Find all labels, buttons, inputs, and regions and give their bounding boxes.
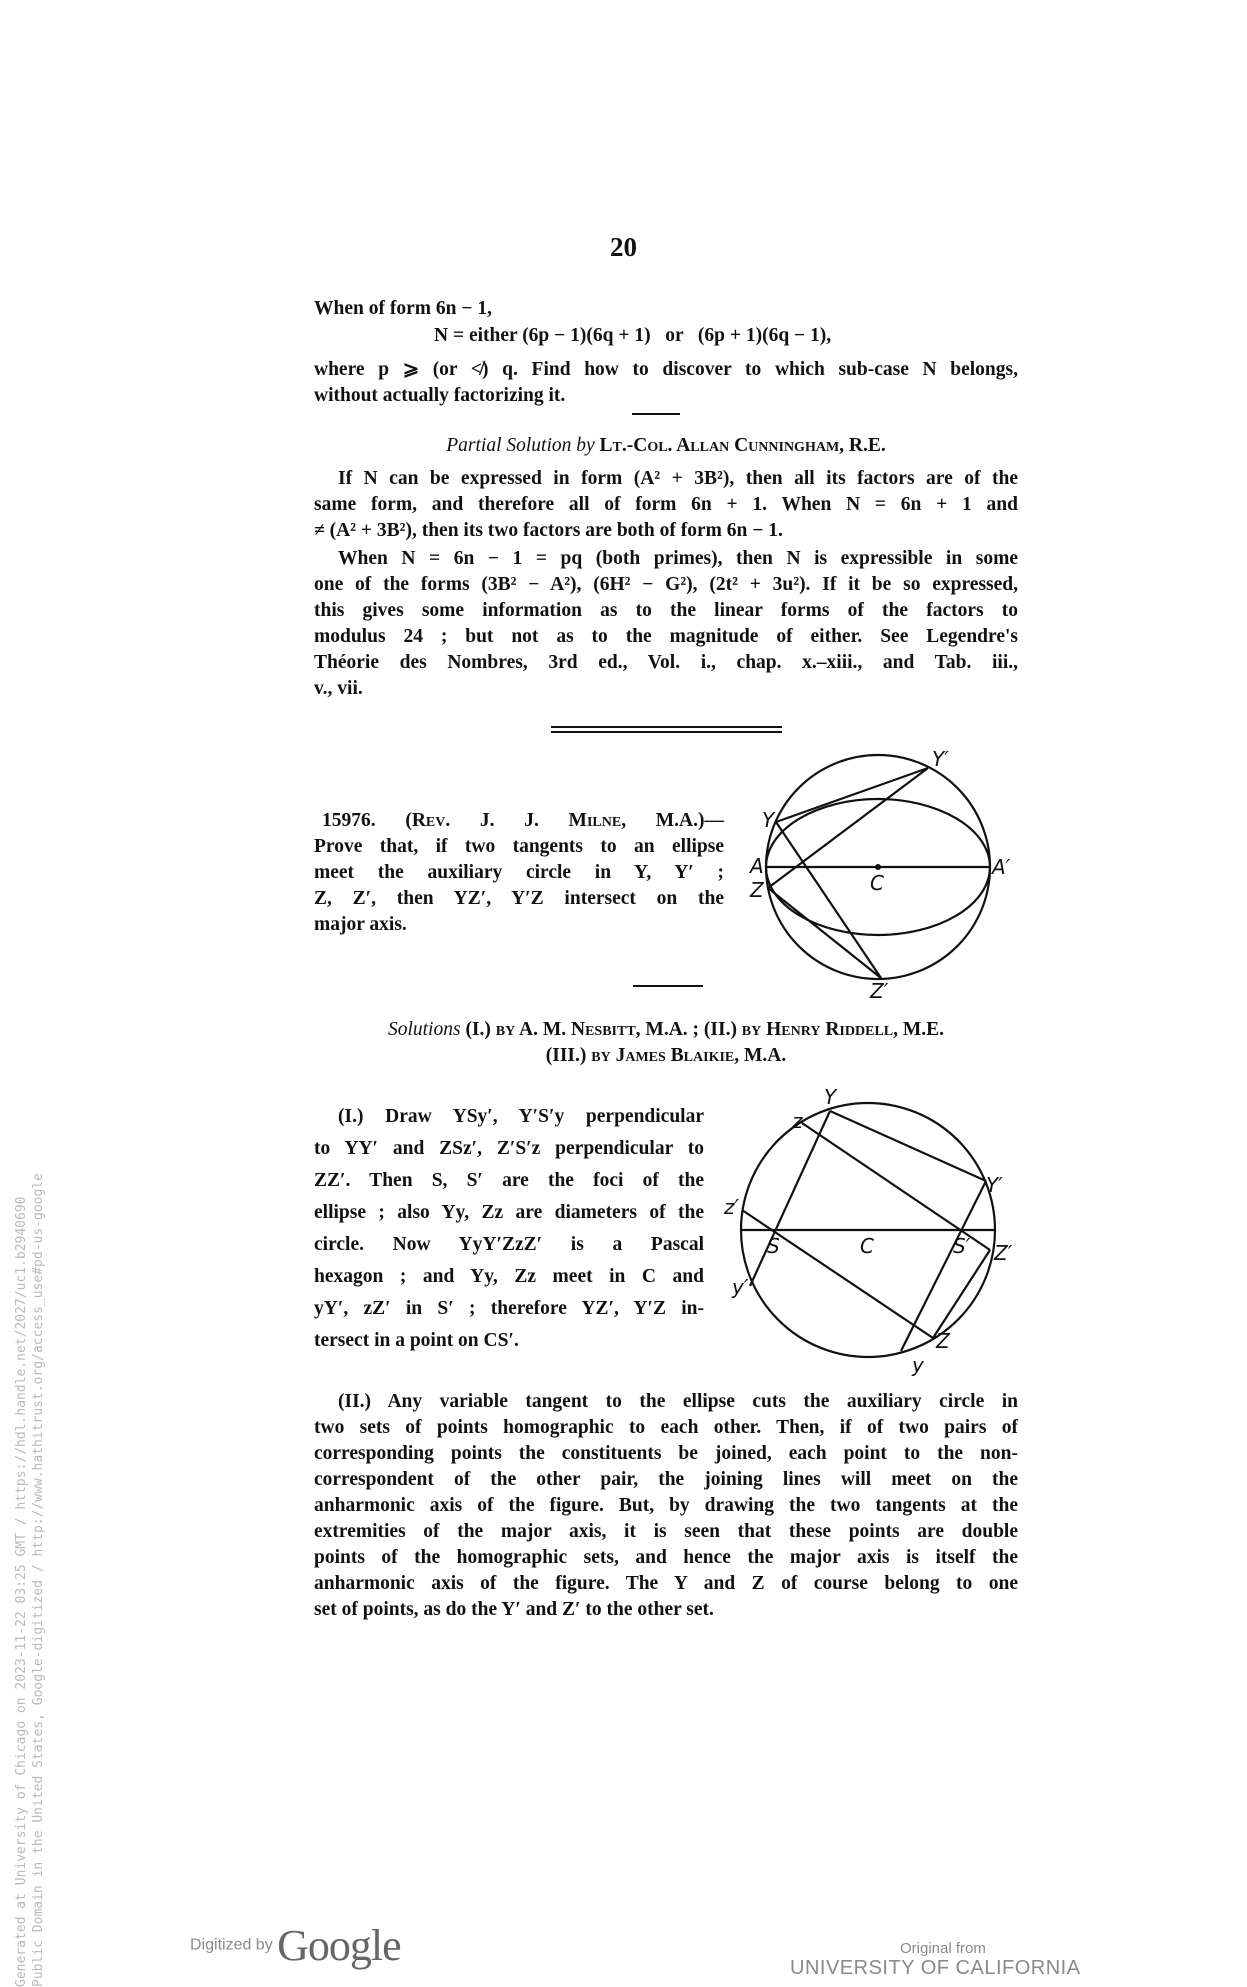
- problem-line: Prove that, if two tangents to an ellipse: [314, 836, 724, 857]
- original-from: [790, 1940, 1081, 1980]
- problem-proposer: (Rev. J. J. Milne, M.A.)—: [405, 810, 724, 831]
- para-line: Théorie des Nombres, 3rd ed., Vol. i., chap. x.–xiii., and Tab. iii.,: [314, 652, 1018, 673]
- problem-line: meet the auxiliary circle in Y, Y′ ;: [314, 862, 724, 883]
- para-line: If N can be expressed in form (A² + 3B²), then all its factors are of the: [338, 468, 1018, 489]
- solutions-heading: [314, 1017, 1018, 1043]
- partial-solution-heading: [314, 433, 1018, 459]
- solution-2: [314, 1389, 1018, 1623]
- solution-2-line: two sets of points homographic to each other. Then, if of two pairs of: [314, 1417, 1018, 1438]
- solution-1-line: ellipse ; also Yy, Zz are diameters of the: [314, 1202, 704, 1223]
- label-yp: y′: [732, 1275, 749, 1299]
- solution-1-line: hexagon ; and Yy, Zz meet in C and: [314, 1266, 704, 1287]
- partial-solution-para-2: [314, 546, 1018, 702]
- double-rule-top: [551, 726, 782, 728]
- solution-1: [314, 1101, 704, 1357]
- page-number: 20: [610, 232, 637, 262]
- problem-number: 15976.: [322, 810, 376, 831]
- solution-1-line: circle. Now YyY′ZzZ′ is a Pascal: [314, 1234, 704, 1255]
- figure-ellipse-auxiliary-circle: [740, 730, 1040, 1010]
- para-line: v., vii.: [314, 678, 363, 699]
- solution-1-line: tersect in a point on CS′.: [314, 1330, 519, 1351]
- solutions-line-2: (III.) by James Blaikie, M.A.: [545, 1045, 787, 1066]
- para-line: ≠ (A² + 3B²), then its two factors are both of form 6n − 1.: [314, 520, 783, 541]
- label-Zp: Z′: [870, 979, 889, 1003]
- label-z: z: [792, 1109, 803, 1133]
- intro-line-2: N = either (6p − 1)(6q + 1) or (6p + 1)(6q − 1),: [434, 325, 832, 346]
- label-C: C: [860, 1234, 874, 1258]
- short-separator: [633, 985, 703, 987]
- para-line: one of the forms (3B² − A²), (6H² − G²), (2t² + 3u²). If it be so expressed,: [314, 574, 1018, 595]
- solution-2-line: anharmonic axis of the figure. The Y and Z of course belong to one: [314, 1573, 1018, 1594]
- intro-line-4: without actually factorizing it.: [314, 385, 566, 406]
- label-Z: Z: [750, 878, 764, 902]
- tangent-YYp: [776, 768, 928, 822]
- label-Ap: A′: [992, 855, 1011, 879]
- intro-line-1: When of form 6n − 1,: [314, 298, 492, 319]
- heading-author: Lt.-Col. Allan Cunningham, R.E.: [599, 435, 886, 456]
- label-A: A: [750, 854, 764, 878]
- problem-line: Z, Z′, then YZ′, Y′Z intersect on the: [314, 888, 724, 909]
- problem-line: major axis.: [314, 914, 407, 935]
- label-C: C: [870, 871, 884, 895]
- watermark-line-1: Generated at University of Chicago on 2023-11-22 03:25 GMT / https://hdl.handle.net/2027/uc1.b2940690: [14, 1196, 29, 1987]
- label-S: S: [767, 1234, 780, 1258]
- solution-1-line: yY′, zZ′ in S′ ; therefore YZ′, Y′Z in-: [314, 1298, 704, 1319]
- solutions-prefix: Solutions: [387, 1019, 461, 1040]
- google-logo: Google: [277, 1921, 401, 1970]
- problem-header: [314, 808, 724, 834]
- solution-2-line: (II.) Any variable tangent to the ellipse cuts the auxiliary circle in: [338, 1391, 1018, 1412]
- label-Zp: Z′: [994, 1241, 1013, 1265]
- institution-name: UNIVERSITY OF CALIFORNIA: [790, 1957, 1081, 1979]
- problem-statement: [314, 808, 724, 938]
- solution-2-line: points of the homographic sets, and hence the major axis is itself the: [314, 1547, 1018, 1568]
- solution-2-line: corresponding points the constituents be joined, each point to the non-: [314, 1443, 1018, 1464]
- para-line: same form, and therefore all of form 6n + 1. When N = 6n + 1 and: [314, 494, 1018, 515]
- original-from-label: Original from: [900, 1940, 986, 1957]
- label-Y: Y: [824, 1085, 837, 1109]
- line-YZp: [776, 822, 881, 978]
- heading-prefix: Partial Solution by: [446, 435, 595, 456]
- para-line: modulus 24 ; but not as to the magnitude of either. See Legendre's: [314, 626, 1018, 647]
- label-Z: Z: [936, 1329, 950, 1353]
- watermark-line-2: Public Domain in the United States, Google-digitized / http://www.hathitrust.org/access_use#pd-us-google: [31, 1173, 46, 1987]
- hathitrust-watermark: [13, 987, 47, 1987]
- digitized-by-google: [190, 1920, 401, 1971]
- para-line: When N = 6n − 1 = pq (both primes), then N is expressible in some: [338, 548, 1018, 569]
- label-Yp: Y′: [932, 747, 949, 771]
- label-Sp: S′: [953, 1234, 971, 1258]
- para-line: this gives some information as to the linear forms of the factors to: [314, 600, 1018, 621]
- solution-1-line: ZZ′. Then S, S′ are the foci of the: [314, 1170, 704, 1191]
- solution-2-line: correspondent of the other pair, the joining lines will meet on the: [314, 1469, 1018, 1490]
- short-separator: [632, 413, 680, 415]
- label-y: y: [912, 1353, 924, 1377]
- solutions-line-1: (I.) by A. M. Nesbitt, M.A. ; (II.) by Henry Riddell, M.E.: [465, 1019, 945, 1040]
- solution-2-line: anharmonic axis of the figure. But, by drawing the two tangents at the: [314, 1495, 1018, 1516]
- partial-solution-para-1: [314, 466, 1018, 544]
- label-zp: z′: [724, 1195, 740, 1219]
- intro-line-3: where p ⩾ (or ≮) q. Find how to discover to which sub-case N belongs,: [314, 359, 1018, 380]
- solution-2-line: extremities of the major axis, it is seen that these points are double: [314, 1521, 1018, 1542]
- line-YpZ: [768, 768, 928, 888]
- digitized-by-label: Digitized by: [190, 1936, 273, 1954]
- solution-1-line: to YY′ and ZSz′, Z′S′z perpendicular to: [314, 1138, 704, 1159]
- solution-2-line: set of points, as do the Y′ and Z′ to the other set.: [314, 1599, 714, 1620]
- label-Y: Y: [762, 808, 775, 832]
- line-ZpZ: [933, 1250, 990, 1338]
- label-Yp: Y′: [986, 1173, 1003, 1197]
- figure-foci-circle: [720, 1080, 1020, 1380]
- center-point: [875, 864, 881, 870]
- solution-1-line: (I.) Draw YSy′, Y′S′y perpendicular: [338, 1106, 704, 1127]
